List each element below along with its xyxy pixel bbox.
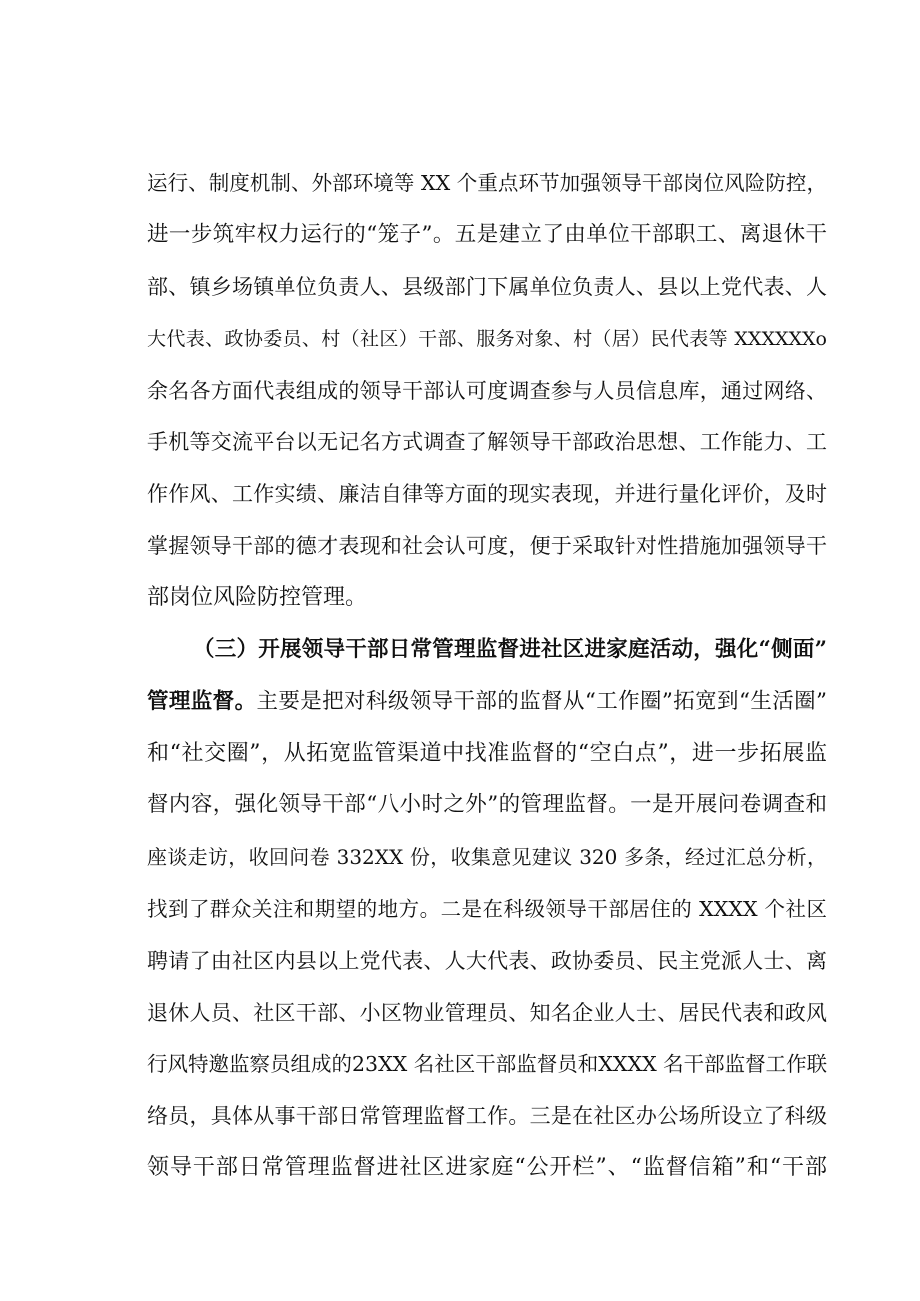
paragraph-2-line-4: 座谈走访，收回问卷 332XX 份，收集意见建议 320 多条，经过汇总分析， (147, 845, 827, 869)
paragraph-1-line-1: 运行、制度机制、外部环境等 XX 个重点环节加强领导干部岗位风险防控， (147, 171, 827, 195)
section-heading-end: 管理监督。 (147, 689, 257, 714)
paragraph-1-line-8: 掌握领导干部的德才表现和社会认可度，便于采取针对性措施加强领导干 (147, 534, 827, 558)
paragraph-2-line-7: 退休人员、社区干部、小区物业管理员、知名企业人士、居民代表和政风 (147, 1001, 827, 1025)
paragraph-1-line-3: 部、镇乡场镇单位负责人、县级部门下属单位负责人、县以上党代表、人 (147, 275, 827, 299)
paragraph-1-line-2: 进一步筑牢权力运行的“笼子”。五是建立了由单位干部职工、离退休干 (147, 222, 827, 247)
paragraph-2-line-1-text: 主要是把对科级领导干部的监督从“工作圈”拓宽到“生活圈” (256, 689, 827, 714)
paragraph-1-line-4: 大代表、政协委员、村（社区）干部、服务对象、村（居）民代表等 XXXXXXo (147, 328, 827, 350)
paragraph-2-line-1 (147, 687, 827, 717)
paragraph-2-line-6: 聘请了由社区内县以上党代表、人大代表、政协委员、民主党派人士、离 (147, 949, 827, 973)
paragraph-1-line-7: 作作风、工作实绩、廉洁自律等方面的现实表现，并进行量化评价，及时 (147, 482, 827, 506)
paragraph-1-line-9: 部岗位风险防控管理。 (147, 585, 368, 610)
paragraph-2-line-10: 领导干部日常管理监督进社区进家庭“公开栏”、“监督信箱”和“干部 (147, 1155, 827, 1180)
paragraph-2-line-8: 行风特邀监察员组成的23XX 名社区干部监督员和XXXX 名干部监督工作联 (147, 1052, 828, 1076)
paragraph-1-line-5: 余名各方面代表组成的领导干部认可度调查参与人员信息库，通过网络、 (147, 379, 827, 403)
paragraph-2-line-9: 络员，具体从事干部日常管理监督工作。三是在社区办公场所设立了科级 (147, 1104, 827, 1128)
paragraph-2-line-3: 督内容，强化领导干部“八小时之外”的管理监督。一是开展问卷调查和 (147, 792, 827, 817)
paragraph-2-line-5: 找到了群众关注和期望的地方。二是在科级领导干部居住的 XXXX 个社区 (147, 897, 827, 921)
paragraph-2-line-2: 和“社交圈”，从拓宽监管渠道中找准监督的“空白点”，进一步拓展监 (147, 741, 827, 766)
paragraph-1-line-6: 手机等交流平台以无记名方式调查了解领导干部政治思想、工作能力、工 (147, 430, 827, 454)
section-heading: （三）开展领导干部日常管理监督进社区进家庭活动，强化“侧面” (193, 637, 827, 662)
